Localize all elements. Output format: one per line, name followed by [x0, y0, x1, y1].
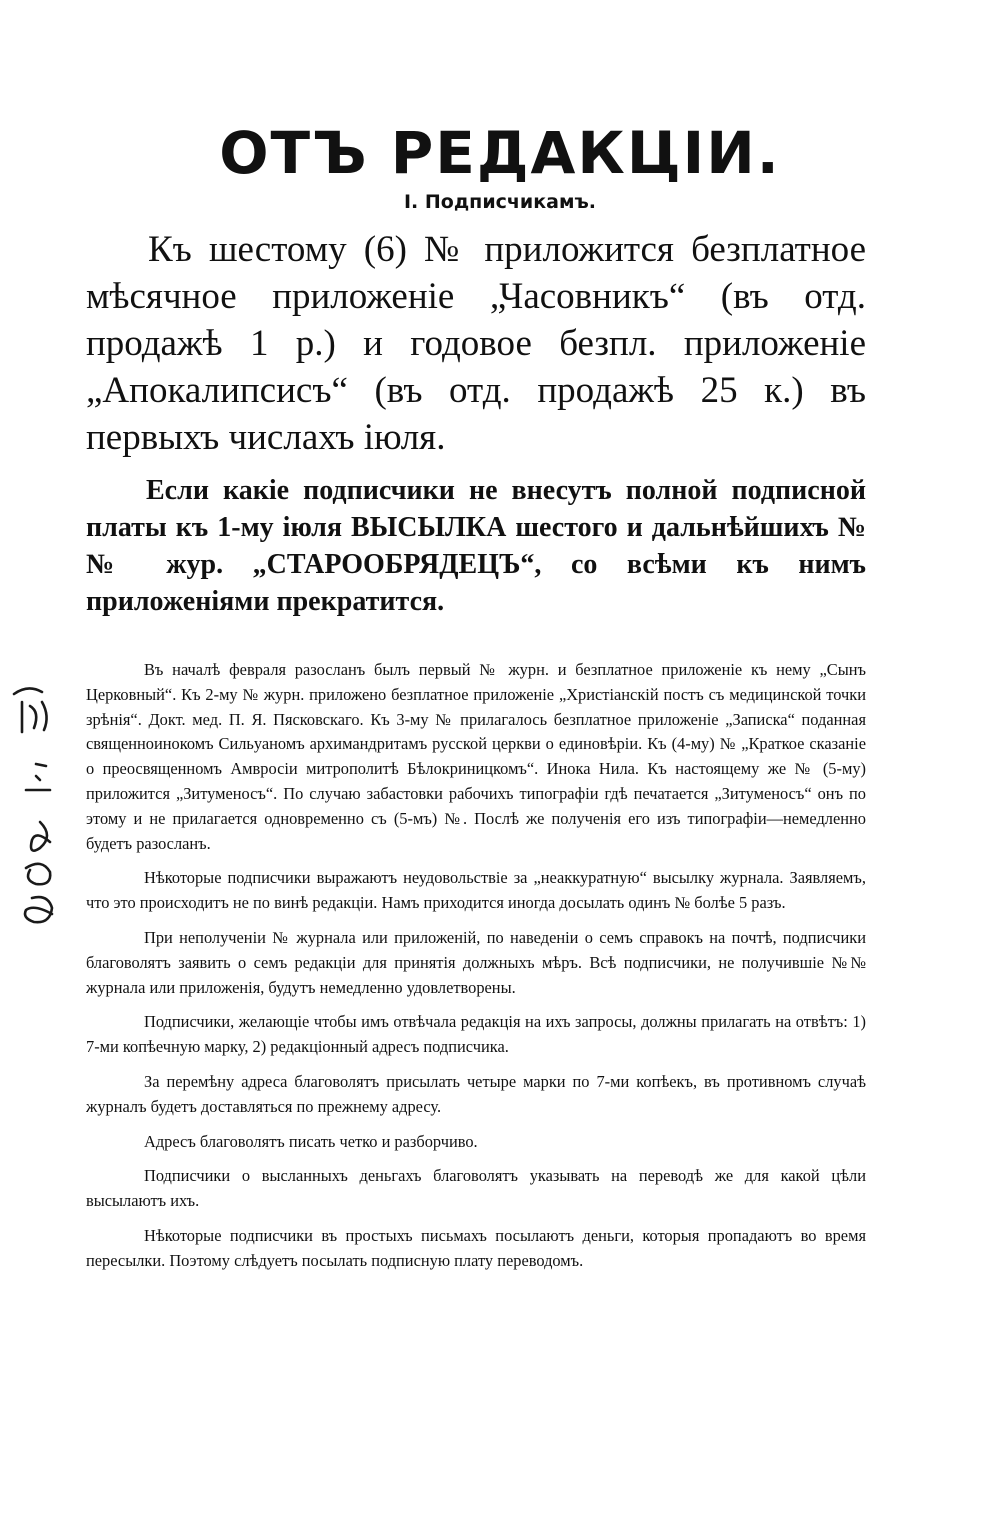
paragraph-legible-address: Адресъ благоволятъ писать четко и разборчиво.: [144, 1131, 478, 1151]
lead-paragraph: Къ шестому (6) № приложится безплатное мѣсячное приложенiе „Часовникъ“ (въ отд. продажѣ 1 р.) и годовое безпл. приложенiе „Апокалипсисъ“ (въ отд. продажѣ 25 к.) въ первыхъ числахъ iюля.: [86, 229, 866, 458]
paragraph-reply-postage: Подписчики, желающiе чтобы имъ отвѣчала редакцiя на ихъ запросы, должны прилагать на отвѣтъ: 1) 7-ми копѣечную марку, 2) редакцiонный адресъ подписчика.: [86, 1012, 866, 1057]
handwritten-margin-mark: [6, 672, 64, 942]
paragraph-supplements: Въ началѣ февраля разосланъ былъ первый № журн. и безплатное приложенiе къ нему „Сынъ Церковный“. Къ 2-му № журн. приложено безплатное приложенiе „Христiанскiй постъ съ медицинской точки зрѣнiя“. Докт. мед. П. Я. Пясковскаго. Къ 3-му № прилагалось безплатное приложенiе „Записка“ поданная священноинокомъ Сильуаномъ архимандритамъ русской церкви о единовѣрiи. Къ (4-му) № „Краткое сказанiе о преосвященномъ Амвросiи митрополитѣ Бѣлокриницкомъ“. Инока Нила. Къ настоящему же № (5-му) приложится „Зитуменосъ“. По случаю забастовки рабочихъ типографiи гдѣ печатается „Зитуменосъ“ онъ по этому и не прилагается одновременно съ (5-мъ) №. Послѣ же полученiя его изъ типографiи—немедленно будетъ разосланъ.: [86, 660, 866, 853]
handwritten-scribble-image: [6, 672, 64, 942]
paragraph-money-purpose: Подписчики о высланныхъ деньгахъ благоволятъ указывать на переводѣ же для какой цѣли высылаютъ ихъ.: [86, 1166, 866, 1211]
page-title: ОТЪ РЕДАКЦIИ.: [219, 119, 781, 187]
paragraph-address-change: За перемѣну адреса благоволятъ присылать четыре марки по 7-ми копѣекъ, въ противномъ случаѣ журналъ будетъ доставляться по прежнему адресу.: [86, 1071, 866, 1116]
notice-paragraph: Если какiе подписчики не внесутъ полной подписной платы къ 1-му iюля ВЫСЫЛКА шестого и дальнѣйшихъ №№ жур. „СТАРООБРЯДЕЦЪ“, со всѣми къ нимъ приложенiями прекратится.: [86, 475, 866, 617]
body-text: [86, 658, 866, 1284]
section-subtitle: I. Подписчикамъ.: [403, 191, 596, 213]
paragraph-money-transfer: Нѣкоторые подписчики въ простыхъ письмахъ посылаютъ деньги, которыя пропадаютъ во время пересылки. Поэтому слѣдуетъ посылать подписную плату переводомъ.: [86, 1225, 866, 1270]
paragraph-missing-issues: При неполученiи № журнала или приложенiй, по наведенiи о семъ справокъ на почтѣ, подписчики благоволятъ заявить о семъ редакцiи для принятiя должныхъ мѣръ. Всѣ подписчики, не получившiе №№ журнала или приложенiя, будутъ немедленно удовлетворены.: [86, 927, 866, 997]
paragraph-delivery-complaints: Нѣкоторые подписчики выражаютъ неудовольствiе за „неаккуратную“ высылку журнала. Заявляемъ, что это происходитъ не по винѣ редакцiи. Намъ приходится иногда досылать одинъ № болѣе 5 разъ.: [86, 868, 866, 913]
